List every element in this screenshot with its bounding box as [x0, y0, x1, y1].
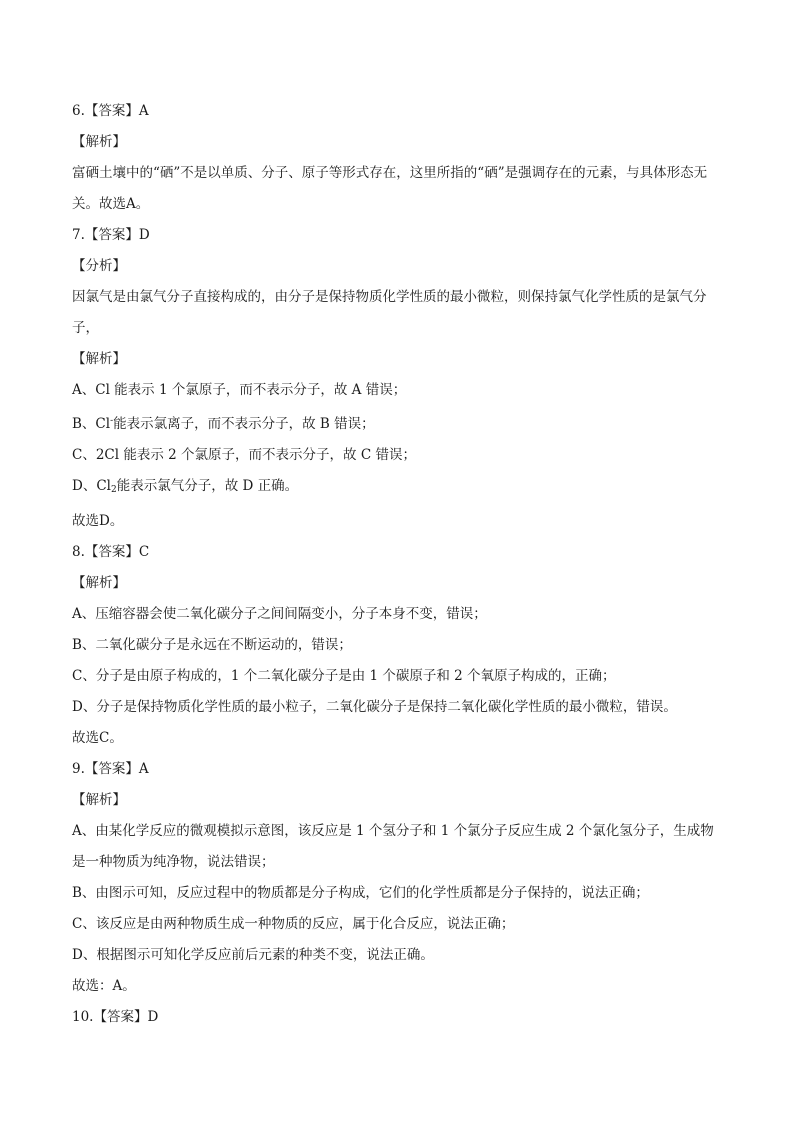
q8-option-a: A、压缩容器会使二氧化碳分子之间间隔变小，分子本身不变，错误； [72, 606, 487, 622]
q8-conclusion: 故选C。 [72, 730, 123, 746]
q6-answer: 6.【答案】A [72, 103, 149, 119]
q7-option-d-pre: D、Cl [72, 478, 111, 494]
q7-option-d [72, 471, 722, 506]
q9-answer: 9.【答案】A [72, 761, 149, 777]
q8-option-b: B、二氧化碳分子是永远在不断运动的，错误； [72, 637, 352, 653]
q9-option-a: A、由某化学反应的微观模拟示意图，该反应是 1 个氢分子和 1 个氯分子反应生成 2 个氯化氢分子，生成物是一种物质为纯净物，说法错误； [72, 823, 714, 870]
q8-option-d: D、分子是保持物质化学性质的最小粒子，二氧化碳分子是保持二氧化碳化学性质的最小微粒，错误。 [72, 699, 677, 715]
q8-answer: 8.【答案】C [72, 544, 150, 560]
q7-option-a: A、Cl 能表示 1 个氯原子，而不表示分子，故 A 错误； [72, 382, 407, 398]
q7-option-c: C、2Cl 能表示 2 个氯原子，而不表示分子，故 C 错误； [72, 447, 416, 463]
q9-option-d: D、根据图示可知化学反应前后元素的种类不变，说法正确。 [72, 947, 434, 963]
q8-jiexi-heading: 【解析】 [72, 575, 126, 591]
answer-sheet [72, 96, 722, 1033]
q9-jiexi-heading: 【解析】 [72, 792, 126, 808]
q7-jiexi-heading: 【解析】 [72, 351, 126, 367]
q7-option-b-pre: B、Cl [72, 416, 111, 432]
q6-jiexi-text: 富硒土壤中的“硒”不是以单质、分子、原子等形式存在，这里所指的“硒”是强调存在的元素，与具体形态无关。故选A。 [72, 165, 708, 212]
q7-option-b [72, 406, 722, 440]
q7-option-d-sub: 2 [110, 485, 117, 495]
q8-option-c: C、分子是由原子构成的，1 个二氧化碳分子是由 1 个碳原子和 2 个氧原子构成的，正确； [72, 668, 616, 684]
q9-conclusion: 故选：A。 [72, 978, 136, 994]
q7-option-d-post: 能表示氯气分子，故 D 正确。 [116, 478, 299, 494]
q7-option-b-post: 能表示氯离子，而不表示分子，故 B 错误； [113, 416, 375, 432]
q7-fenxi-text: 因氯气是由氯气分子直接构成的，由分子是保持物质化学性质的最小微粒，则保持氯气化学性质的是氯气分子， [72, 289, 707, 336]
q7-conclusion: 故选D。 [72, 513, 124, 529]
q10-answer: 10.【答案】D [72, 1009, 159, 1025]
q6-jiexi-heading: 【解析】 [72, 134, 126, 150]
q9-option-c: C、该反应是由两种物质生成一种物质的反应，属于化合反应，说法正确； [72, 916, 515, 932]
q7-fenxi-heading: 【分析】 [72, 258, 126, 274]
q9-option-b: B、由图示可知，反应过程中的物质都是分子构成，它们的化学性质都是分子保持的，说法正确； [72, 885, 649, 901]
q7-answer: 7.【答案】D [72, 227, 150, 243]
q7-option-b-sup: - [110, 416, 114, 426]
